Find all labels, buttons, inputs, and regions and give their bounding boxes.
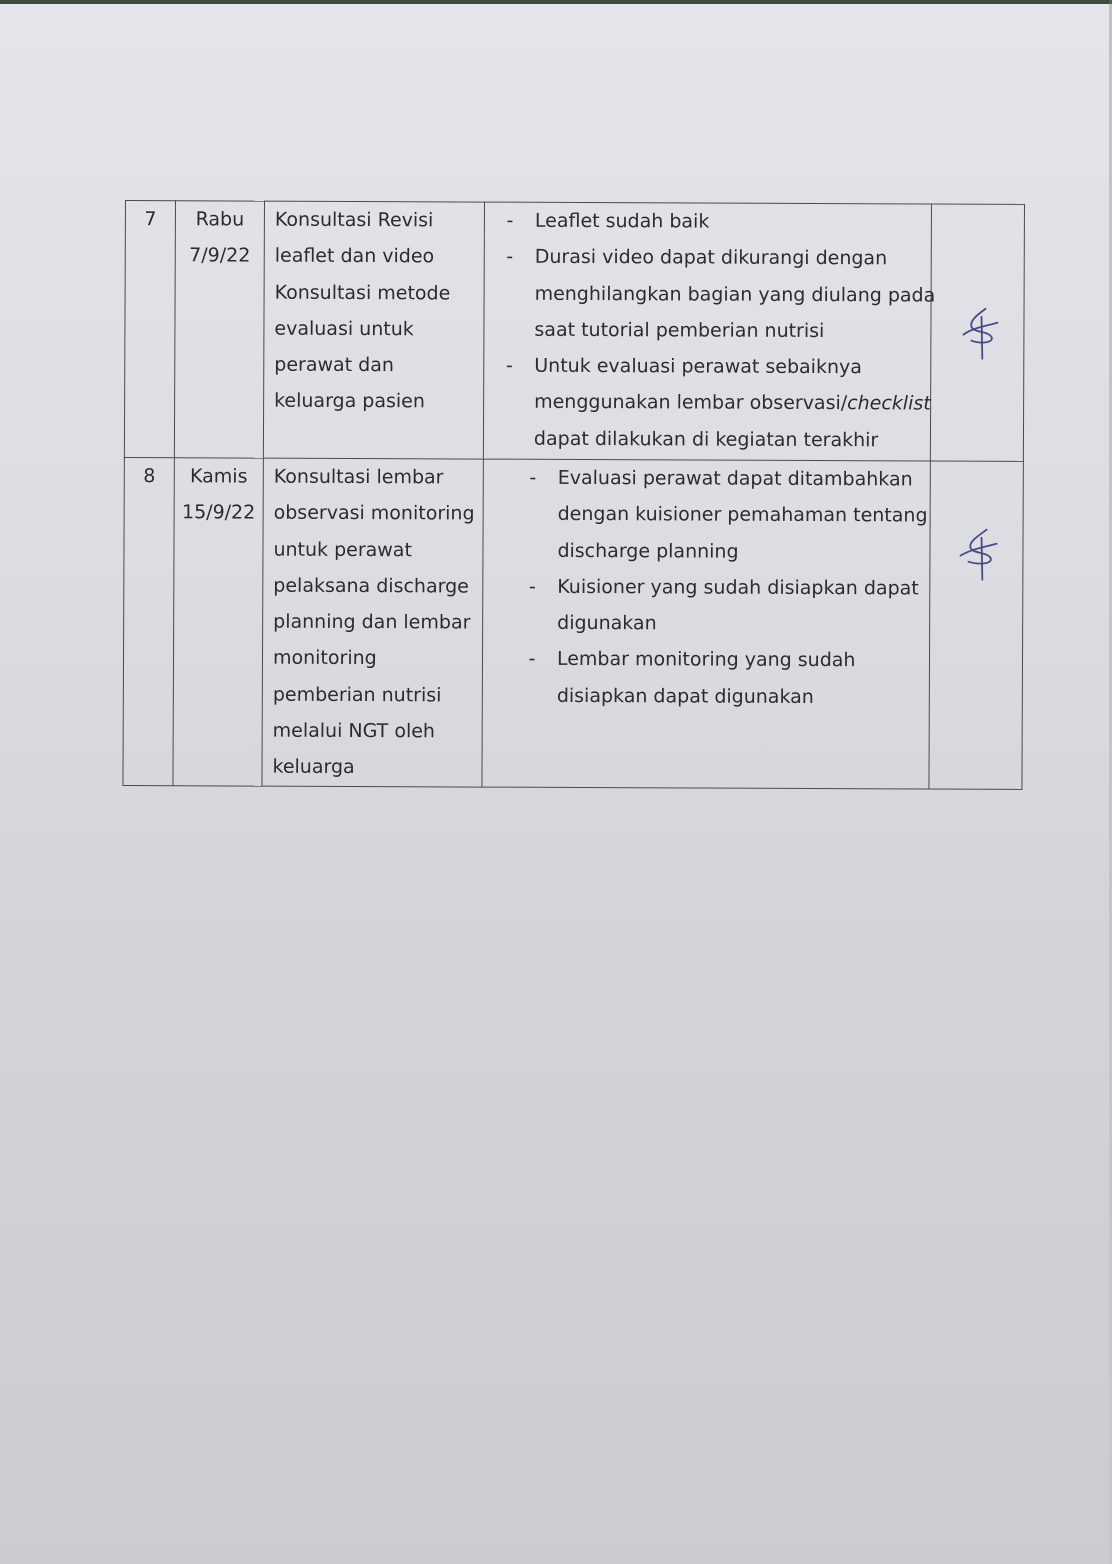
signature-icon bbox=[957, 305, 1001, 361]
topic-line: pelaksana discharge bbox=[273, 574, 469, 598]
note-line: Kuisioner yang sudah disiapkan dapat bbox=[557, 575, 919, 600]
note-item bbox=[507, 460, 929, 571]
note-line: dapat dilakukan di kegiatan terakhir bbox=[533, 427, 879, 452]
date-value: 7/9/22 bbox=[189, 244, 251, 267]
bullet-dash: - bbox=[506, 245, 514, 268]
topic-cell bbox=[262, 458, 483, 787]
note-item bbox=[485, 203, 931, 241]
bullet-dash: - bbox=[528, 575, 536, 598]
bullet-dash: - bbox=[505, 354, 513, 377]
day-name: Rabu bbox=[195, 208, 245, 231]
bullet-dash: - bbox=[528, 648, 536, 671]
signature-cell bbox=[929, 461, 1023, 789]
topic-line: untuk perawat bbox=[273, 538, 412, 561]
topic-cell bbox=[263, 201, 484, 459]
notes-cell bbox=[482, 459, 930, 789]
photo-top-edge bbox=[0, 0, 1112, 4]
table-row bbox=[123, 457, 1023, 789]
row-number: 8 bbox=[143, 465, 156, 488]
topic-line: Konsultasi lembar bbox=[273, 465, 444, 489]
note-item bbox=[484, 348, 930, 459]
topic-line: planning dan lembar bbox=[273, 610, 471, 634]
table-row bbox=[124, 201, 1024, 462]
note-item bbox=[484, 239, 936, 350]
topic-line: Konsultasi metode bbox=[274, 281, 451, 305]
consultation-log-table bbox=[122, 200, 1025, 790]
note-line: Durasi video dapat dikurangi dengan bbox=[534, 246, 888, 270]
date-cell bbox=[173, 458, 263, 786]
topic-line: keluarga pasien bbox=[274, 390, 425, 413]
topic-line: keluarga bbox=[272, 756, 355, 779]
date-value: 15/9/22 bbox=[181, 501, 256, 524]
note-line bbox=[534, 384, 931, 422]
signature-icon bbox=[956, 526, 1000, 582]
topic-line: evaluasi untuk bbox=[274, 317, 414, 341]
row-number: 7 bbox=[144, 208, 157, 231]
signature-cell bbox=[930, 204, 1024, 461]
note-item bbox=[507, 641, 929, 715]
note-line: Untuk evaluasi perawat sebaiknya bbox=[534, 354, 862, 379]
note-line: saat tutorial pemberian nutrisi bbox=[534, 318, 825, 342]
note-line: digunakan bbox=[557, 612, 657, 635]
note-line: Evaluasi perawat dapat ditambahkan bbox=[557, 466, 913, 491]
topic-line: observasi monitoring bbox=[273, 501, 475, 525]
note-line: Lembar monitoring yang sudah bbox=[556, 648, 856, 672]
note-line: menghilangkan bagian yang diulang pada bbox=[534, 282, 936, 307]
topic-line: pemberian nutrisi bbox=[272, 683, 442, 707]
note-line: Leaflet sudah baik bbox=[534, 209, 710, 233]
notes-cell bbox=[483, 202, 936, 461]
note-text-plain: menggunakan lembar observasi/ bbox=[534, 391, 848, 415]
row-number-cell bbox=[124, 201, 175, 458]
topic-line: monitoring bbox=[272, 647, 377, 670]
note-line: discharge planning bbox=[557, 539, 739, 563]
date-cell bbox=[174, 201, 264, 458]
bullet-dash: - bbox=[529, 466, 537, 489]
topic-line: perawat dan bbox=[274, 353, 394, 377]
note-line: disiapkan dapat digunakan bbox=[556, 684, 814, 708]
row-number-cell bbox=[123, 457, 174, 785]
note-line: dengan kuisioner pemahaman tentang bbox=[557, 503, 928, 527]
topic-line: leaflet dan video bbox=[274, 244, 435, 268]
note-item bbox=[507, 569, 929, 643]
topic-line: Konsultasi Revisi bbox=[274, 208, 434, 232]
note-text-italic: checklist bbox=[847, 392, 931, 416]
bullet-dash: - bbox=[506, 209, 514, 232]
day-name: Kamis bbox=[190, 465, 248, 488]
topic-line: melalui NGT oleh bbox=[272, 719, 436, 743]
